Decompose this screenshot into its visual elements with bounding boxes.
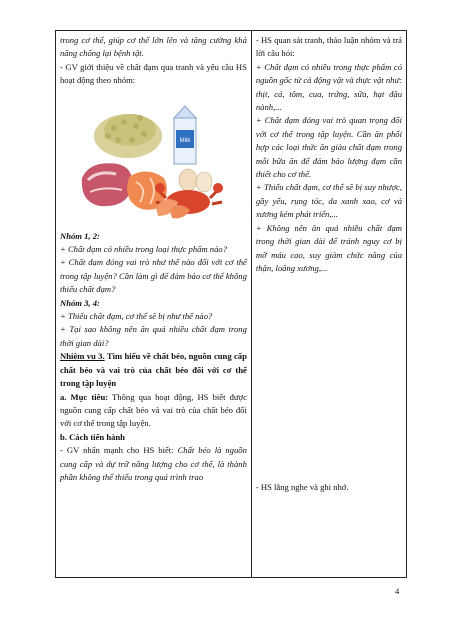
milk-label: Milk bbox=[180, 137, 191, 144]
teacher-activity-column bbox=[56, 31, 252, 577]
right-paragraph-4: + Thiếu chất đạm, cơ thể sẽ bị suy nhược, gầy yếu, rụng tóc, da xanh xao, cơ và xương kém phát triển,... bbox=[255, 182, 402, 220]
task-3-heading bbox=[60, 350, 247, 390]
eggs bbox=[179, 169, 212, 192]
procedure-italic-text: Chất béo là nguồn cung cấp và dự trữ năng lượng cho cơ thể, là thành phần không thể thiếu trong quá trình trao bbox=[60, 445, 247, 482]
group-1-2-question-1: + Chất đạm có nhiều trong loại thực phẩm nào? bbox=[60, 244, 227, 255]
right-paragraph-2: + Chất đạm có nhiều trong thực phẩm có nguồn gốc từ cả động vật và thực vật như: thịt, cá, tôm, cua, trứng, sữa, hạt đậu nành,... bbox=[255, 61, 402, 113]
raw-meat bbox=[82, 163, 132, 206]
left-paragraph-1: trong cơ thể, giúp cơ thể lớn lên và tăng cường khả năng chống lại bệnh tật. bbox=[60, 35, 247, 59]
objective-label: a. Mục tiêu: bbox=[60, 391, 109, 402]
lesson-table bbox=[55, 30, 407, 578]
group-3-4-question-2: + Tại sao không nên ăn quá nhiều chất đạm trong thời gian dài? bbox=[60, 324, 247, 348]
procedure-heading: b. Cách tiến hành bbox=[60, 431, 125, 442]
procedure-lead: - GV nhấn mạnh cho HS biết: bbox=[60, 445, 178, 456]
right-column-spacer bbox=[256, 275, 402, 481]
group-1-2-heading: Nhóm 1, 2: bbox=[60, 230, 100, 241]
right-paragraph-3: + Chất đạm đóng vai trò quan trọng đối với cơ thể trong tập luyện. Cần ăn phối hợp các loại thức ăn giàu chất đạm trong mỗi bữa ăn để đảm bảo lượng đạm cần thiết cho cơ thể. bbox=[255, 115, 402, 180]
task-3-title: Tìm hiểu về chất béo, nguồn cung cấp chất béo và vai trò của chất béo đối với cơ thể trong tập luyện bbox=[60, 351, 247, 389]
objective-paragraph bbox=[60, 391, 247, 431]
group-3-4-question-1: + Thiếu chất đạm, cơ thể sẽ bị như thế nào? bbox=[60, 311, 213, 322]
page-number: 4 bbox=[395, 586, 400, 596]
soybeans-pile bbox=[94, 114, 162, 158]
group-3-4-heading: Nhóm 3, 4: bbox=[60, 297, 100, 308]
student-activity-column bbox=[252, 31, 406, 577]
right-paragraph-5: + Không nên ăn quá nhiều chất đạm trong thời gian dài để tránh nguy cơ bị mỡ máu cao, suy giảm chức năng của thận, loãng xương,... bbox=[255, 222, 402, 273]
protein-foods-illustration bbox=[78, 90, 228, 222]
group-1-2-question-2: + Chất đạm đóng vai trò như thế nào đối với cơ thể trong tập luyện? Cần làm gì để đảm bảo cơ thể không thiếu chất đạm? bbox=[60, 257, 247, 295]
left-paragraph-2: - GV giới thiệu về chất đạm qua tranh và yêu cầu HS hoạt động theo nhóm: bbox=[60, 61, 247, 86]
right-paragraph-1: - HS quan sát tranh, thảo luận nhóm và trả lời câu hỏi: bbox=[255, 35, 402, 59]
milk-carton bbox=[174, 106, 196, 164]
right-paragraph-6: - HS lắng nghe và ghi nhớ. bbox=[255, 482, 349, 493]
procedure-paragraph bbox=[60, 444, 247, 484]
objective-text: Thông qua hoạt động, HS biết được nguồn cung cấp chất béo và vai trò của chất béo đối với cơ thể trong tập luyện. bbox=[60, 391, 247, 429]
task-3-label: Nhiệm vụ 3. bbox=[60, 351, 105, 362]
